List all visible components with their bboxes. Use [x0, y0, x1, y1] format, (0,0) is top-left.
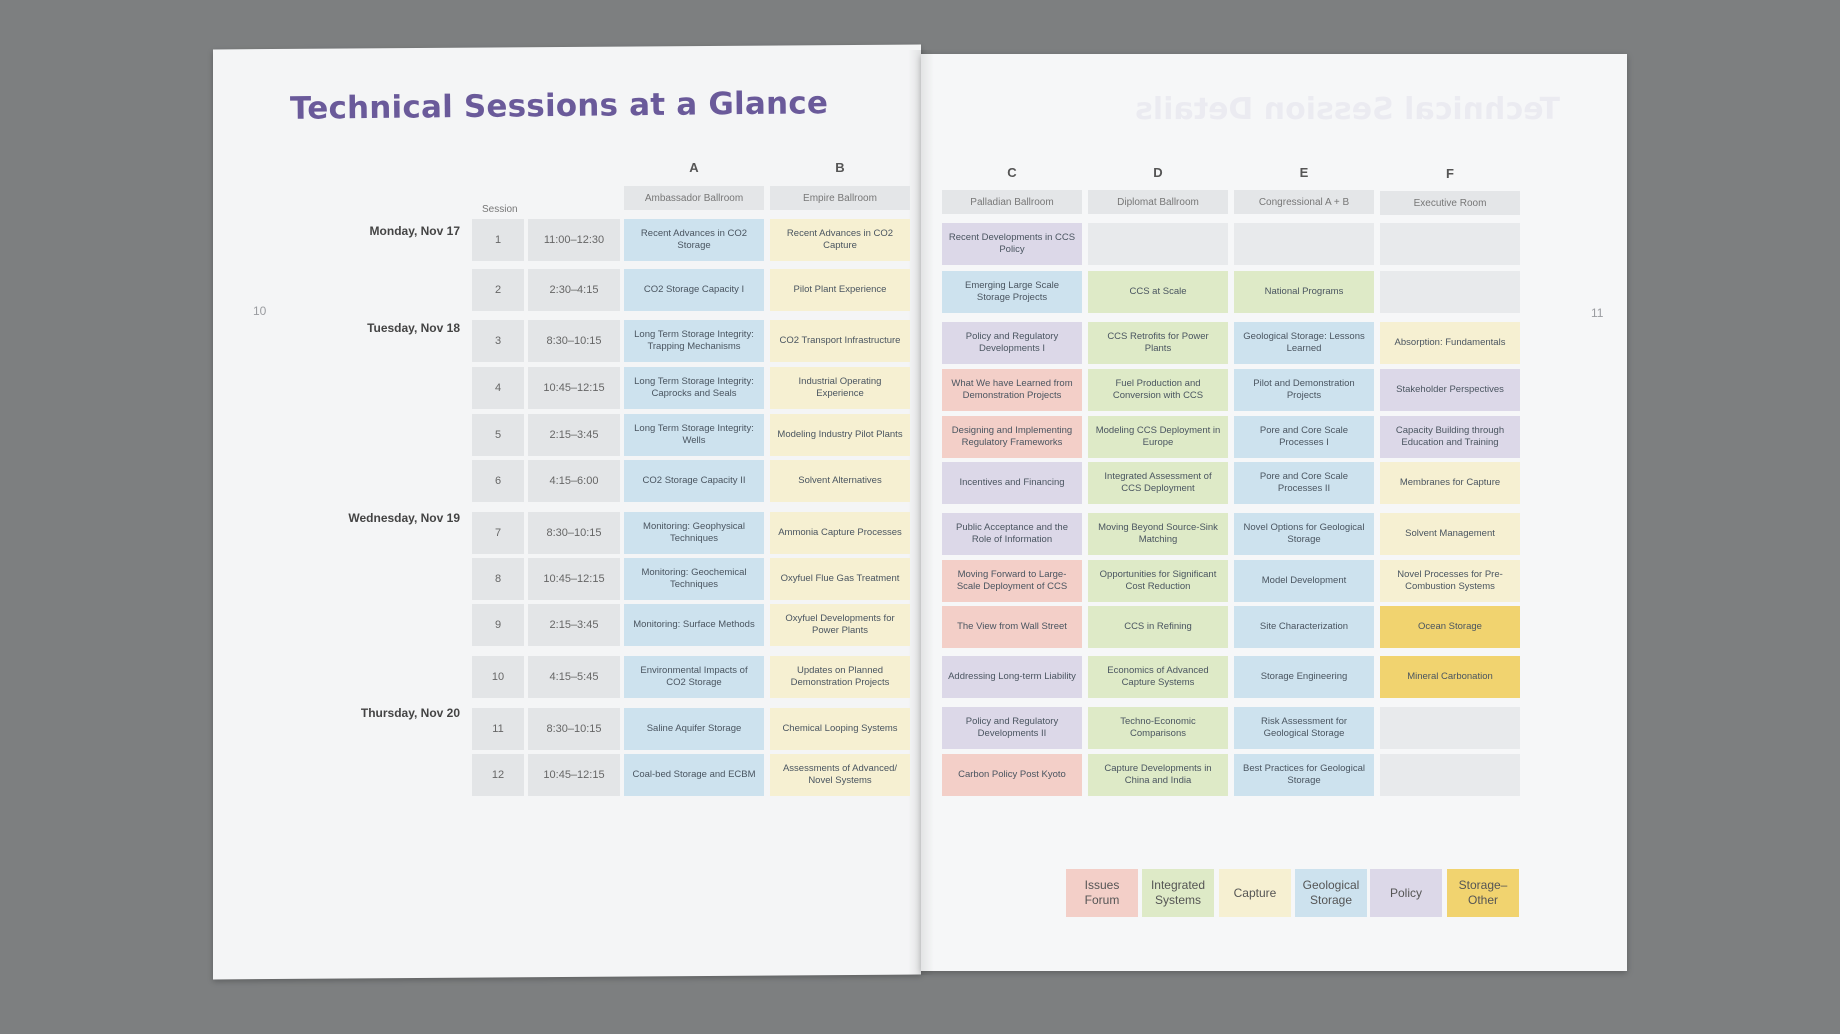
session-cell: Modeling Industry Pilot Plants [770, 414, 910, 456]
day-label: Tuesday, Nov 18 [367, 321, 460, 335]
day-label: Wednesday, Nov 19 [348, 511, 460, 525]
session-cell: What We have Learned from Demonstration Projects [942, 369, 1082, 411]
session-cell: Oxyfuel Developments for Power Plants [770, 604, 910, 646]
column-letter: C [1007, 165, 1017, 180]
column-letter: E [1299, 165, 1309, 180]
session-cell: Best Practices for Geological Storage [1234, 754, 1374, 796]
session-cell: Solvent Management [1380, 513, 1520, 555]
page-number-left: 10 [253, 304, 267, 318]
session-number: 2 [472, 269, 524, 311]
session-cell: Long Term Storage Integrity: Caprocks and Seals [624, 367, 764, 409]
day-label: Thursday, Nov 20 [360, 706, 460, 720]
session-cell: Industrial Operating Experience [770, 367, 910, 409]
session-cell: Stakeholder Perspectives [1380, 369, 1520, 411]
session-cell: Designing and Implementing Regulatory Frameworks [942, 416, 1082, 458]
session-cell: Public Acceptance and the Role of Information [942, 513, 1082, 555]
session-cell: Techno-Economic Comparisons [1088, 707, 1228, 749]
page-number-right: 11 [1591, 306, 1604, 320]
page-title: Technical Sessions at a Glance [289, 85, 829, 127]
empty-slot [1234, 223, 1374, 265]
session-cell: Recent Advances in CO2 Storage [624, 219, 764, 261]
show-through-title: Technical Session Details [1135, 92, 1560, 127]
session-cell: Absorption: Fundamentals [1380, 322, 1520, 364]
empty-slot [1380, 271, 1520, 313]
session-number: 8 [472, 558, 524, 600]
session-cell: Ocean Storage [1380, 606, 1520, 648]
session-cell: Updates on Planned Demonstration Projects [770, 656, 910, 698]
session-cell: CO2 Storage Capacity II [624, 460, 764, 502]
column-letter: D [1153, 165, 1163, 180]
session-cell: Assessments of Advanced/ Novel Systems [770, 754, 910, 796]
session-cell: Pore and Core Scale Processes II [1234, 462, 1374, 504]
session-cell: Capacity Building through Education and Training [1380, 416, 1520, 458]
session-cell: CO2 Storage Capacity I [624, 269, 764, 311]
session-time: 8:30–10:15 [528, 512, 620, 554]
session-cell: Novel Options for Geological Storage [1234, 513, 1374, 555]
session-cell: Monitoring: Geophysical Techniques [624, 512, 764, 554]
session-time: 8:30–10:15 [528, 708, 620, 750]
session-cell: Risk Assessment for Geological Storage [1234, 707, 1374, 749]
session-cell: Opportunities for Significant Cost Reduction [1088, 560, 1228, 602]
empty-slot [1380, 223, 1520, 265]
session-cell: National Programs [1234, 271, 1374, 313]
session-cell: Pilot and Demonstration Projects [1234, 369, 1374, 411]
session-cell: Modeling CCS Deployment in Europe [1088, 416, 1228, 458]
session-number: 3 [472, 320, 524, 362]
session-number: 5 [472, 414, 524, 456]
session-cell: Novel Processes for Pre-Combustion Systems [1380, 560, 1520, 602]
session-cell: Long Term Storage Integrity: Wells [624, 414, 764, 456]
legend-item: Issues Forum [1066, 869, 1138, 917]
session-cell: Oxyfuel Flue Gas Treatment [770, 558, 910, 600]
day-label: Monday, Nov 17 [369, 224, 460, 238]
session-cell: Storage Engineering [1234, 656, 1374, 698]
session-time: 11:00–12:30 [528, 219, 620, 261]
column-letter: B [835, 160, 845, 175]
session-number: 4 [472, 367, 524, 409]
legend-item: Integrated Systems [1142, 869, 1214, 917]
session-time: 4:15–5:45 [528, 656, 620, 698]
session-cell: CCS in Refining [1088, 606, 1228, 648]
session-cell: Membranes for Capture [1380, 462, 1520, 504]
session-cell: CCS at Scale [1088, 271, 1228, 313]
session-cell: Monitoring: Surface Methods [624, 604, 764, 646]
column-letter: F [1446, 166, 1454, 181]
book-gutter [908, 50, 934, 975]
session-number: 6 [472, 460, 524, 502]
legend-item: Storage– Other [1447, 869, 1519, 917]
session-cell: Policy and Regulatory Developments I [942, 322, 1082, 364]
session-cell: Incentives and Financing [942, 462, 1082, 504]
session-cell: Recent Developments in CCS Policy [942, 223, 1082, 265]
session-time: 8:30–10:15 [528, 320, 620, 362]
session-cell: Chemical Looping Systems [770, 708, 910, 750]
legend-item: Geological Storage [1295, 869, 1367, 917]
session-cell: Moving Beyond Source-Sink Matching [1088, 513, 1228, 555]
session-cell: Site Characterization [1234, 606, 1374, 648]
session-cell: Moving Forward to Large-Scale Deployment of CCS [942, 560, 1082, 602]
legend-item: Capture [1219, 869, 1291, 917]
session-cell: Economics of Advanced Capture Systems [1088, 656, 1228, 698]
session-cell: Fuel Production and Conversion with CCS [1088, 369, 1228, 411]
session-time: 10:45–12:15 [528, 367, 620, 409]
session-cell: Saline Aquifer Storage [624, 708, 764, 750]
session-time: 2:15–3:45 [528, 604, 620, 646]
session-cell: Ammonia Capture Processes [770, 512, 910, 554]
session-cell: Mineral Carbonation [1380, 656, 1520, 698]
room-header: Diplomat Ballroom [1088, 190, 1228, 214]
empty-slot [1088, 223, 1228, 265]
session-cell: Geological Storage: Lessons Learned [1234, 322, 1374, 364]
column-letter: A [689, 160, 699, 175]
session-cell: Long Term Storage Integrity: Trapping Mechanisms [624, 320, 764, 362]
session-time: 10:45–12:15 [528, 754, 620, 796]
session-time: 2:30–4:15 [528, 269, 620, 311]
empty-slot [1380, 707, 1520, 749]
session-cell: Integrated Assessment of CCS Deployment [1088, 462, 1228, 504]
session-cell: Model Development [1234, 560, 1374, 602]
session-cell: Monitoring: Geochemical Techniques [624, 558, 764, 600]
session-number: 12 [472, 754, 524, 796]
session-cell: Policy and Regulatory Developments II [942, 707, 1082, 749]
session-cell: Pore and Core Scale Processes I [1234, 416, 1374, 458]
session-cell: The View from Wall Street [942, 606, 1082, 648]
session-cell: Coal-bed Storage and ECBM [624, 754, 764, 796]
session-column-header: Session [482, 204, 518, 215]
session-cell: Solvent Alternatives [770, 460, 910, 502]
room-header: Empire Ballroom [770, 186, 910, 210]
session-cell: Pilot Plant Experience [770, 269, 910, 311]
session-number: 11 [472, 708, 524, 750]
session-cell: Carbon Policy Post Kyoto [942, 754, 1082, 796]
room-header: Congressional A + B [1234, 190, 1374, 214]
session-cell: Recent Advances in CO2 Capture [770, 219, 910, 261]
session-time: 4:15–6:00 [528, 460, 620, 502]
session-cell: CCS Retrofits for Power Plants [1088, 322, 1228, 364]
room-header: Ambassador Ballroom [624, 186, 764, 210]
legend-item: Policy [1370, 869, 1442, 917]
session-cell: CO2 Transport Infrastructure [770, 320, 910, 362]
session-number: 10 [472, 656, 524, 698]
session-cell: Environmental Impacts of CO2 Storage [624, 656, 764, 698]
session-time: 2:15–3:45 [528, 414, 620, 456]
session-number: 9 [472, 604, 524, 646]
session-cell: Emerging Large Scale Storage Projects [942, 271, 1082, 313]
session-time: 10:45–12:15 [528, 558, 620, 600]
session-cell: Addressing Long-term Liability [942, 656, 1082, 698]
session-number: 7 [472, 512, 524, 554]
session-number: 1 [472, 219, 524, 261]
room-header: Palladian Ballroom [942, 190, 1082, 214]
session-cell: Capture Developments in China and India [1088, 754, 1228, 796]
empty-slot [1380, 754, 1520, 796]
room-header: Executive Room [1380, 191, 1520, 215]
